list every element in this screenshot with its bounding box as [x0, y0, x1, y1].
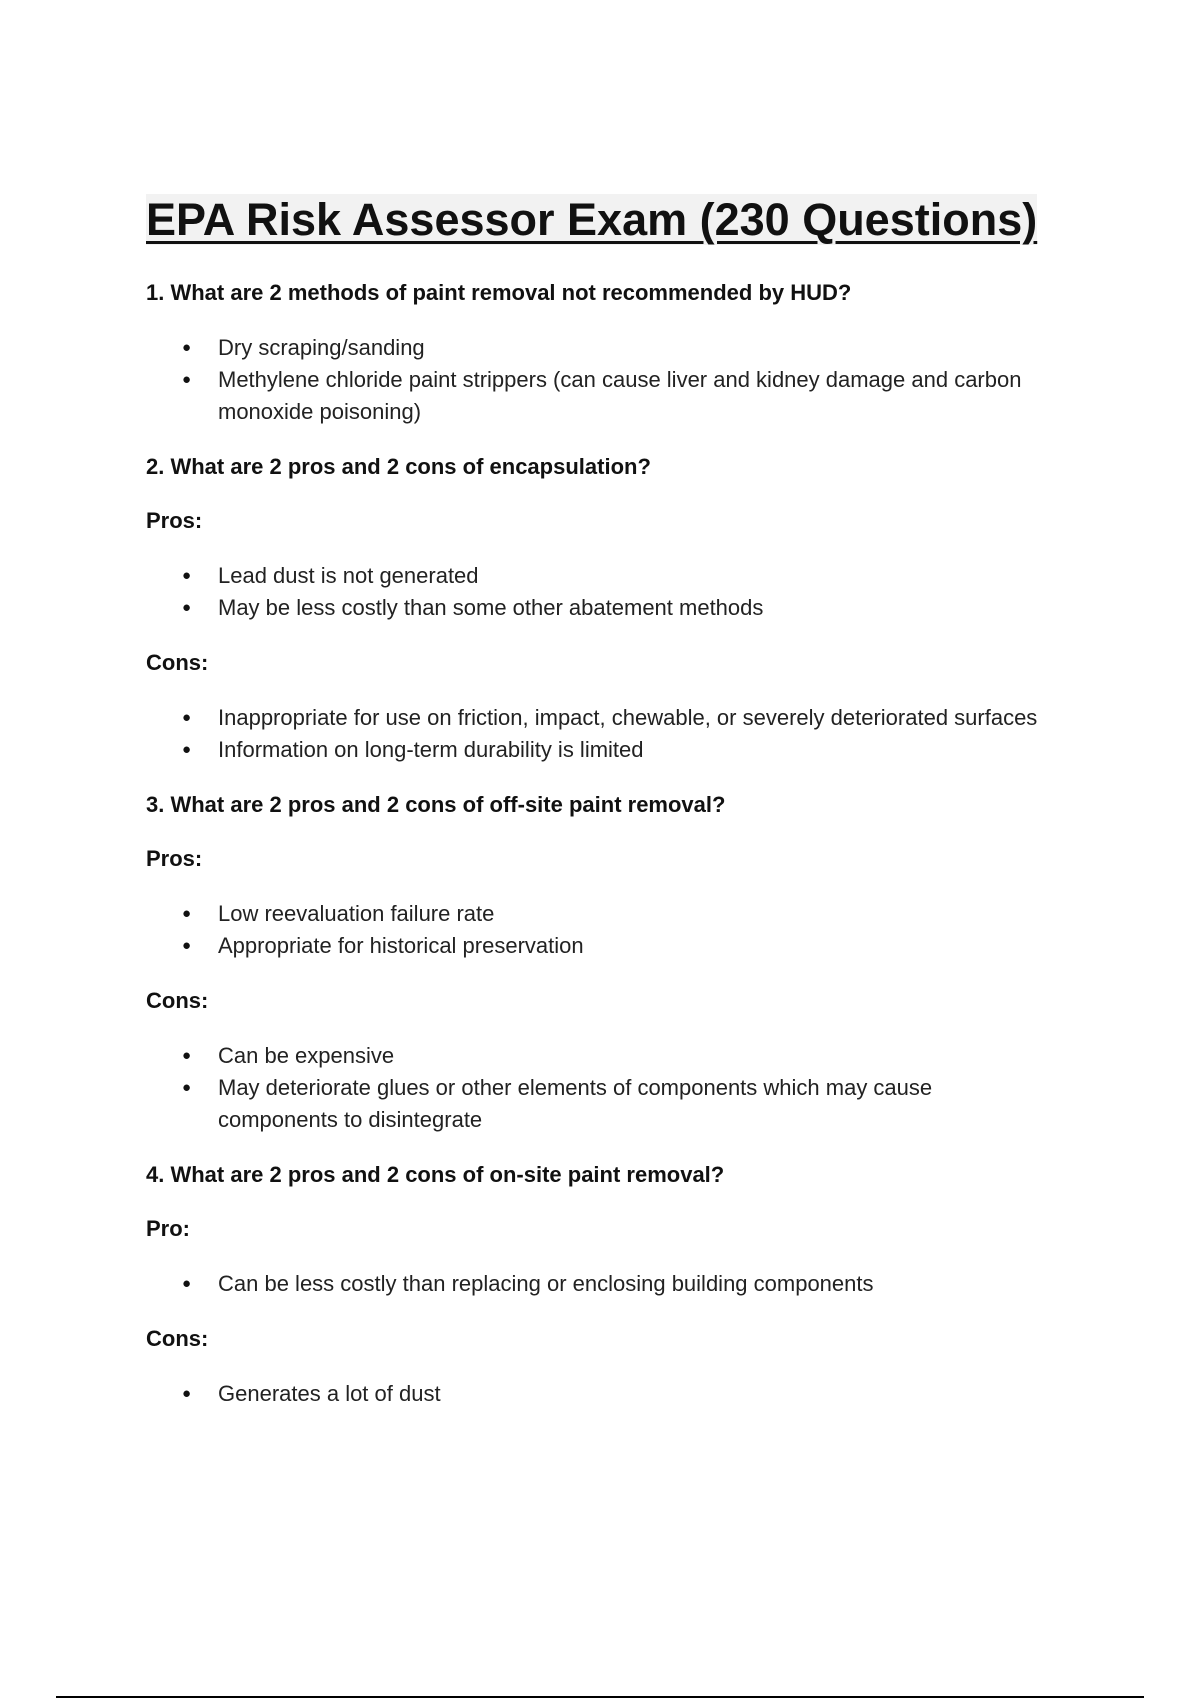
document-title	[146, 190, 1046, 250]
answer-list	[146, 702, 1046, 766]
question-heading: 4. What are 2 pros and 2 cons of on-site paint removal?	[146, 1162, 725, 1187]
answer-group-label: Pro:	[146, 1216, 190, 1241]
answer-group-label: Pros:	[146, 508, 203, 533]
page-bottom-rule	[56, 1696, 1144, 1698]
answer-list	[146, 1040, 1046, 1136]
question-block	[146, 278, 1046, 428]
question-list	[146, 278, 1046, 1410]
answer-list	[146, 898, 1046, 962]
answer-bullet-item: ● Dry scraping/sanding	[218, 332, 1046, 364]
answer-bullet-item: ● May deteriorate glues or other elements of components which may cause components to disintegrate	[218, 1072, 1046, 1136]
answer-group-label: Pros:	[146, 846, 203, 871]
answer-bullet-item: ● Information on long-term durability is limited	[218, 734, 1046, 766]
question-block	[146, 790, 1046, 1136]
answer-list	[146, 332, 1046, 428]
answer-group-label: Cons:	[146, 1326, 209, 1351]
answer-bullet-item: ● Generates a lot of dust	[218, 1378, 1046, 1410]
question-block	[146, 452, 1046, 766]
answer-bullet-item: ● Appropriate for historical preservation	[218, 930, 1046, 962]
document-title-text: EPA Risk Assessor Exam (230 Questions)	[146, 194, 1038, 245]
answer-bullet-item: ● Inappropriate for use on friction, impact, chewable, or severely deteriorated surfaces	[218, 702, 1046, 734]
answer-bullet-item: ● Methylene chloride paint strippers (can cause liver and kidney damage and carbon monoxide poisoning)	[218, 364, 1046, 428]
answer-group-label: Cons:	[146, 650, 209, 675]
question-heading: 3. What are 2 pros and 2 cons of off-site paint removal?	[146, 792, 726, 817]
answer-list	[146, 1378, 1046, 1410]
question-block	[146, 1160, 1046, 1410]
answer-group-label: Cons:	[146, 988, 209, 1013]
answer-bullet-item: ● May be less costly than some other abatement methods	[218, 592, 1046, 624]
answer-bullet-item: ● Low reevaluation failure rate	[218, 898, 1046, 930]
question-heading: 2. What are 2 pros and 2 cons of encapsulation?	[146, 454, 651, 479]
answer-bullet-item: ● Lead dust is not generated	[218, 560, 1046, 592]
answer-bullet-item: ● Can be less costly than replacing or enclosing building components	[218, 1268, 1046, 1300]
answer-list	[146, 560, 1046, 624]
answer-bullet-item: ● Can be expensive	[218, 1040, 1046, 1072]
answer-list	[146, 1268, 1046, 1300]
document-content	[146, 190, 1046, 1434]
question-heading: 1. What are 2 methods of paint removal not recommended by HUD?	[146, 280, 852, 305]
